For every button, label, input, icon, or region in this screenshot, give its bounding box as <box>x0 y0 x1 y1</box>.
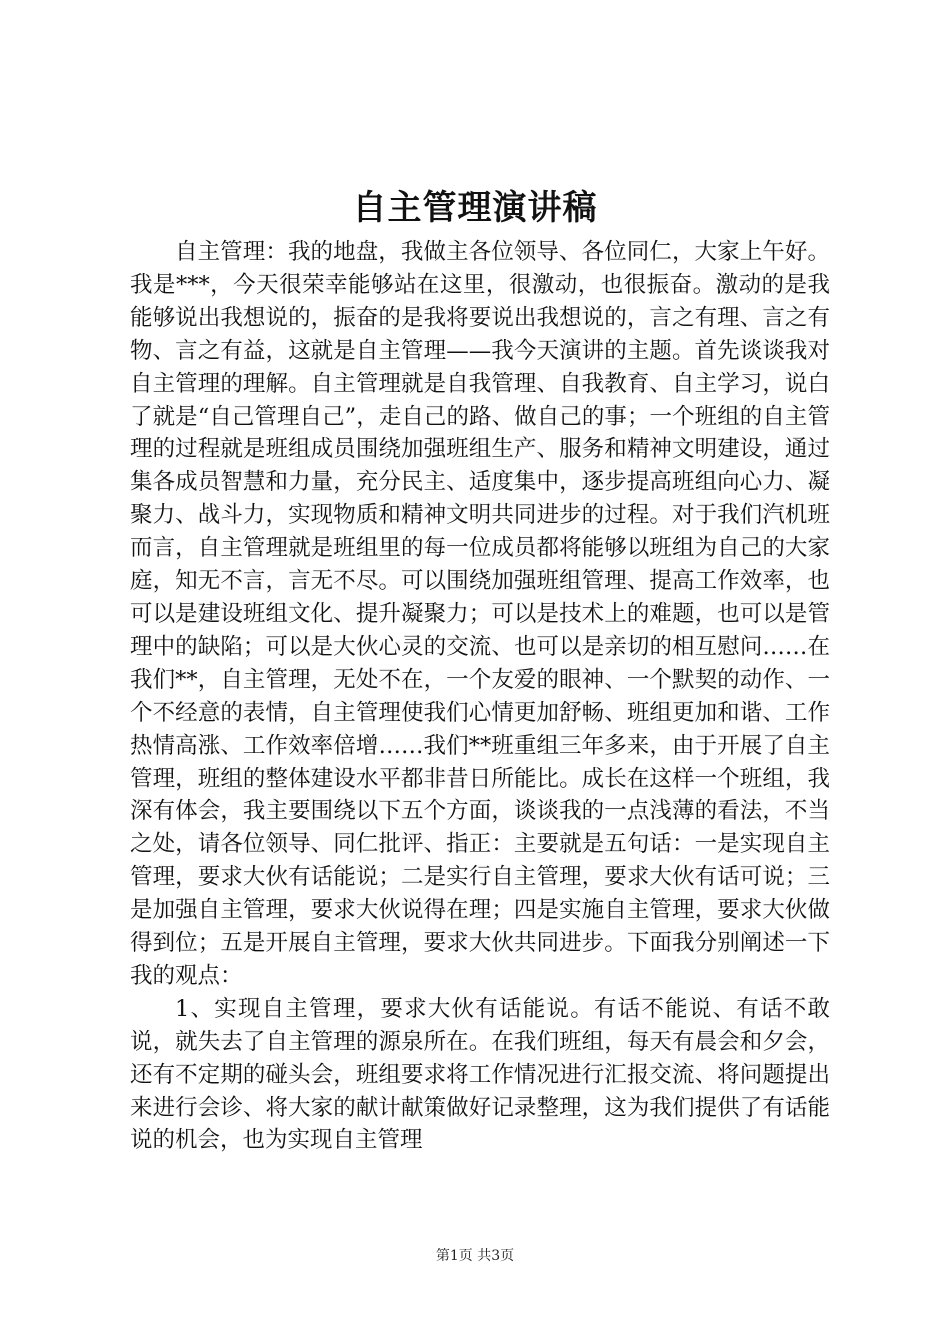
document-body <box>130 236 830 1157</box>
page-number-footer: 第1页 共3页 <box>435 1248 515 1264</box>
paragraph: 自主管理：我的地盘，我做主各位领导、各位同仁，大家上午好。我是***，今天很荣幸能够站在这里，很激动，也很振奋。激动的是我能够说出我想说的，振奋的是我将要说出我想说的，言之有理、言之有物、言之有益，这就是自主管理——我今天演讲的主题。首先谈谈我对自主管理的理解。自主管理就是自我管理、自我教育、自主学习，说白了就是“自己管理自己”，走自己的路、做自己的事；一个班组的自主管理的过程就是班组成员围绕加强班组生产、服务和精神文明建设，通过集各成员智慧和力量，充分民主、适度集中，逐步提高班组向心力、凝聚力、战斗力，实现物质和精神文明共同进步的过程。对于我们汽机班而言，自主管理就是班组里的每一位成员都将能够以班组为自己的大家庭，知无不言，言无不尽。可以围绕加强班组管理、提高工作效率，也可以是建设班组文化、提升凝聚力；可以是技术上的难题，也可以是管理中的缺陷；可以是大伙心灵的交流、也可以是亲切的相互慰问……在我们**，自主管理，无处不在，一个友爱的眼神、一个默契的动作、一个不经意的表情，自主管理使我们心情更加舒畅、班组更加和谐、工作热情高涨、工作效率倍增……我们**班重组三年多来，由于开展了自主管理，班组的整体建设水平都非昔日所能比。成长在这样一个班组，我深有体会，我主要围绕以下五个方面，谈谈我的一点浅薄的看法，不当之处，请各位领导、同仁批评、指正：主要就是五句话：一是实现自主管理，要求大伙有话能说；二是实行自主管理，要求大伙有话可说；三是加强自主管理，要求大伙说得在理；四是实施自主管理，要求大伙做得到位；五是开展自主管理，要求大伙共同进步。下面我分别阐述一下我的观点： <box>130 239 830 989</box>
paragraph: 1、实现自主管理，要求大伙有话能说。有话不能说、有话不敢说，就失去了自主管理的源泉所在。在我们班组，每天有晨会和夕会，还有不定期的碰头会，班组要求将工作情况进行汇报交流、将问题提出来进行会诊、将大家的献计献策做好记录整理，这为我们提供了有话能说的机会，也为实现自主管理 <box>130 995 830 1154</box>
page-title: 自主管理演讲稿 <box>352 188 598 228</box>
